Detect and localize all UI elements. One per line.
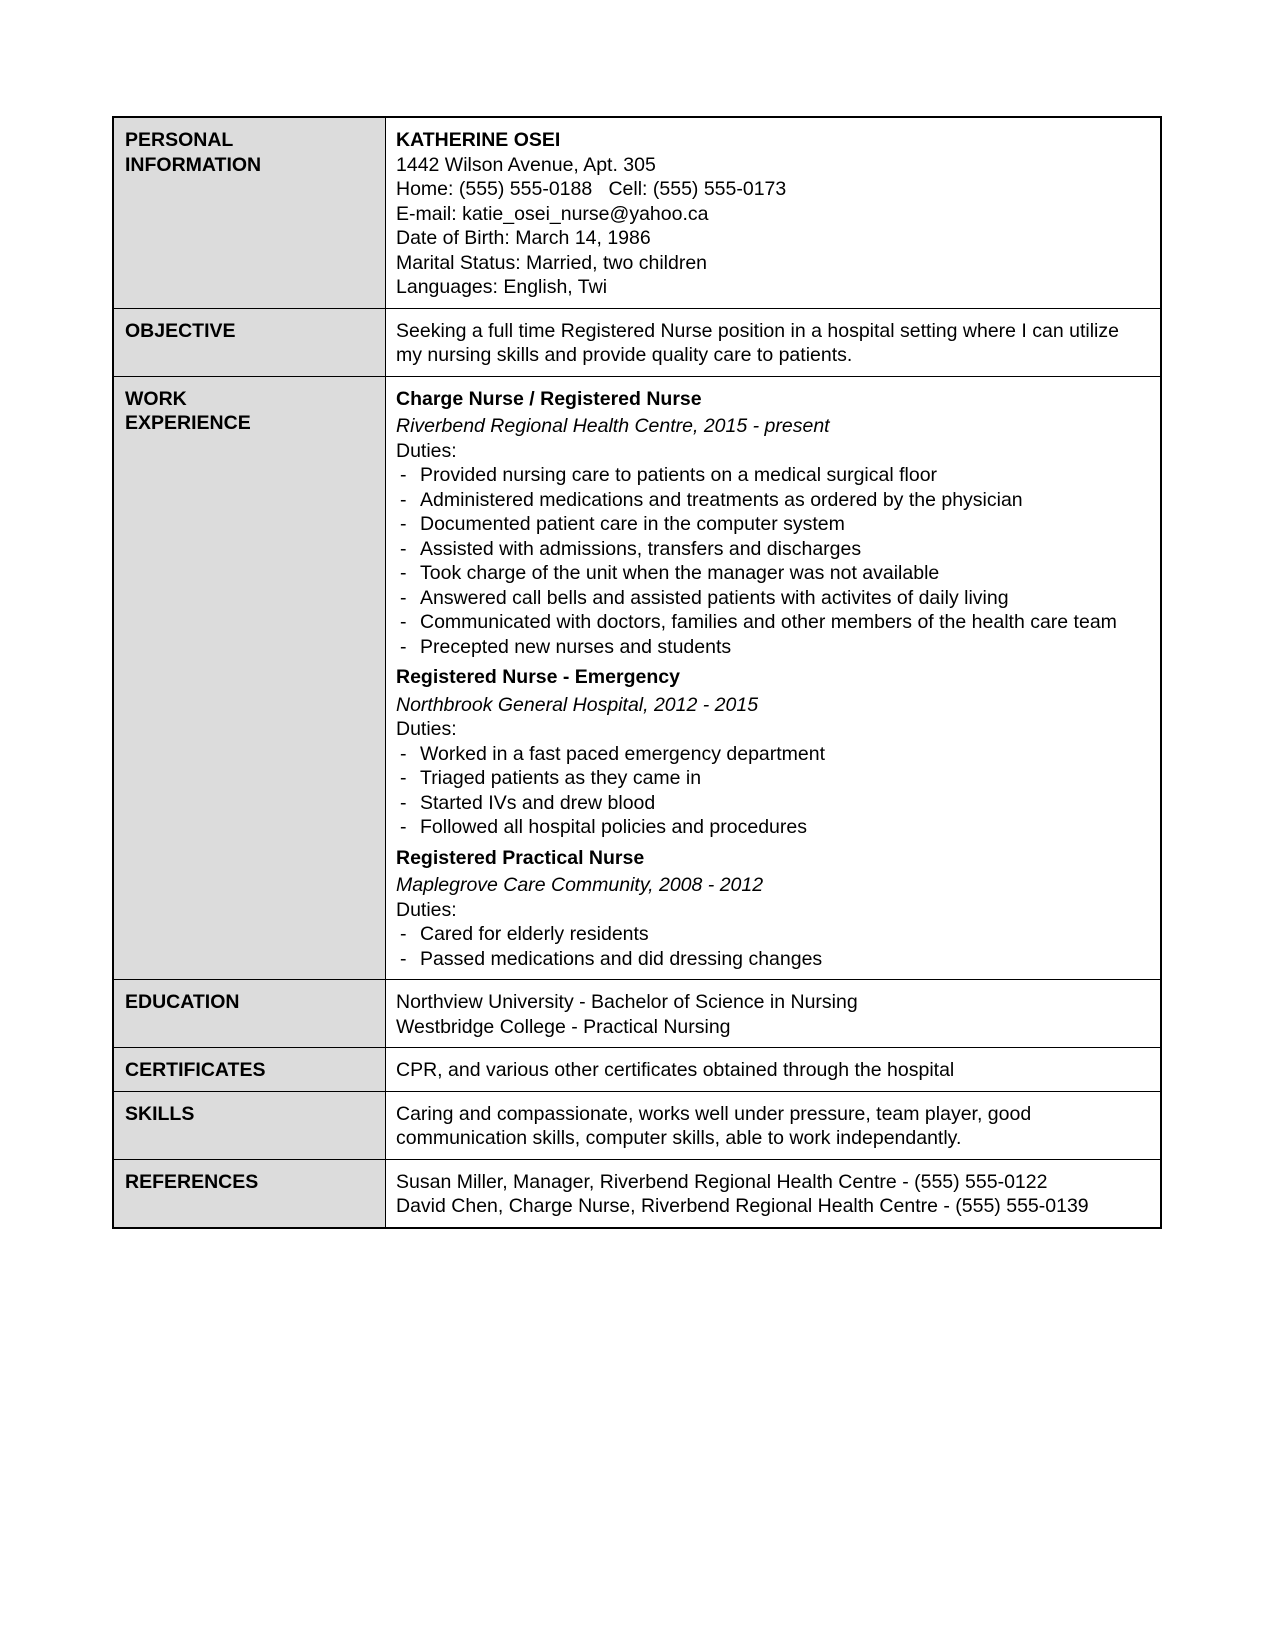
duty-text: Followed all hospital policies and procedures bbox=[420, 816, 807, 838]
duty-item bbox=[396, 488, 1148, 513]
duty-item bbox=[396, 791, 1148, 816]
duty-item bbox=[396, 742, 1148, 767]
duty-item bbox=[396, 815, 1148, 840]
bullet-dash: - bbox=[400, 513, 407, 535]
duty-item bbox=[396, 463, 1148, 488]
objective-row bbox=[113, 308, 1161, 376]
duties-label: Duties: bbox=[396, 898, 457, 921]
duties-label: Duties: bbox=[396, 718, 457, 740]
job-employer: Northbrook General Hospital, 2012 - 2015 bbox=[396, 693, 759, 716]
duty-text: Cared for elderly residents bbox=[420, 923, 649, 945]
duty-text: Documented patient care in the computer system bbox=[420, 513, 845, 535]
education-item: Northview University - Bachelor of Science in Nursing bbox=[396, 991, 858, 1013]
reference-item: David Chen, Charge Nurse, Riverbend Regional Health Centre - (555) 555-0139 bbox=[396, 1195, 1089, 1217]
marital-status-line: Marital Status: Married, two children bbox=[396, 251, 708, 274]
address-line: 1442 Wilson Avenue, Apt. 305 bbox=[396, 153, 656, 176]
duties-list bbox=[396, 742, 1148, 840]
objective-text: Seeking a full time Registered Nurse position in a hospital setting where I can utilize my nursing skills and provide quality care to patients. bbox=[386, 308, 1162, 376]
bullet-dash: - bbox=[400, 635, 407, 658]
duty-text: Precepted new nurses and students bbox=[420, 635, 732, 658]
education-row bbox=[113, 980, 1161, 1048]
duty-item bbox=[396, 922, 1148, 947]
duty-item bbox=[396, 766, 1148, 791]
objective-label: OBJECTIVE bbox=[113, 308, 386, 376]
duty-item bbox=[396, 610, 1148, 635]
certificates-row bbox=[113, 1048, 1161, 1092]
birth-date-line: Date of Birth: March 14, 1986 bbox=[396, 227, 651, 249]
bullet-dash: - bbox=[400, 742, 407, 765]
job-entry bbox=[396, 665, 1148, 840]
bullet-dash: - bbox=[400, 816, 407, 838]
work-experience-content bbox=[386, 376, 1162, 980]
duties-list bbox=[396, 463, 1148, 659]
duty-text: Provided nursing care to patients on a medical surgical floor bbox=[420, 464, 938, 486]
skills-text: Caring and compassionate, works well under pressure, team player, good communication skills, computer skills, able to work independantly. bbox=[386, 1091, 1162, 1159]
duty-item bbox=[396, 947, 1148, 972]
duty-text: Worked in a fast paced emergency department bbox=[420, 742, 826, 765]
personal-information-row bbox=[113, 117, 1161, 308]
education-content bbox=[386, 980, 1162, 1048]
job-title: Registered Practical Nurse bbox=[396, 846, 645, 869]
duty-text: Passed medications and did dressing changes bbox=[420, 947, 823, 970]
duties-list bbox=[396, 922, 1148, 971]
bullet-dash: - bbox=[400, 488, 407, 511]
references-label: REFERENCES bbox=[113, 1159, 386, 1228]
duty-text: Started IVs and drew blood bbox=[420, 791, 656, 814]
duty-item bbox=[396, 537, 1148, 562]
job-employer: Maplegrove Care Community, 2008 - 2012 bbox=[396, 874, 764, 896]
duty-text: Communicated with doctors, families and other members of the health care team bbox=[420, 611, 1117, 633]
phone-line: Home: (555) 555-0188 Cell: (555) 555-0173 bbox=[396, 178, 787, 200]
bullet-dash: - bbox=[400, 464, 407, 486]
job-title: Registered Nurse - Emergency bbox=[396, 666, 680, 688]
personal-information-content bbox=[386, 117, 1162, 308]
work-experience-row bbox=[113, 376, 1161, 980]
education-item: Westbridge College - Practical Nursing bbox=[396, 1015, 731, 1038]
duty-item bbox=[396, 512, 1148, 537]
duties-label: Duties: bbox=[396, 439, 457, 462]
job-employer: Riverbend Regional Health Centre, 2015 - present bbox=[396, 415, 830, 437]
bullet-dash: - bbox=[400, 791, 407, 814]
duty-text: Triaged patients as they came in bbox=[420, 767, 702, 789]
personal-information-label: PERSONAL INFORMATION bbox=[113, 117, 386, 308]
reference-item: Susan Miller, Manager, Riverbend Regional Health Centre - (555) 555-0122 bbox=[396, 1170, 1048, 1193]
bullet-dash: - bbox=[400, 586, 407, 609]
duty-text: Took charge of the unit when the manager was not available bbox=[420, 562, 940, 584]
duty-text: Answered call bells and assisted patients with activites of daily living bbox=[420, 586, 1009, 609]
bullet-dash: - bbox=[400, 767, 407, 789]
references-content bbox=[386, 1159, 1162, 1228]
skills-label: SKILLS bbox=[113, 1091, 386, 1159]
bullet-dash: - bbox=[400, 537, 407, 560]
job-entry bbox=[396, 846, 1148, 972]
bullet-dash: - bbox=[400, 611, 407, 633]
work-experience-label: WORK EXPERIENCE bbox=[113, 376, 386, 980]
certificates-label: CERTIFICATES bbox=[113, 1048, 386, 1092]
skills-row bbox=[113, 1091, 1161, 1159]
bullet-dash: - bbox=[400, 923, 407, 945]
education-label: EDUCATION bbox=[113, 980, 386, 1048]
duty-item bbox=[396, 561, 1148, 586]
languages-line: Languages: English, Twi bbox=[396, 276, 608, 298]
bullet-dash: - bbox=[400, 947, 407, 970]
duty-item bbox=[396, 635, 1148, 660]
resume-table bbox=[112, 116, 1162, 1229]
job-entry bbox=[396, 387, 1148, 660]
duty-text: Assisted with admissions, transfers and discharges bbox=[420, 537, 862, 560]
duty-text: Administered medications and treatments as ordered by the physician bbox=[420, 488, 1023, 511]
references-row bbox=[113, 1159, 1161, 1228]
applicant-name: KATHERINE OSEI bbox=[396, 129, 561, 151]
job-title: Charge Nurse / Registered Nurse bbox=[396, 387, 702, 410]
duty-item bbox=[396, 586, 1148, 611]
email-line: E-mail: katie_osei_nurse@yahoo.ca bbox=[396, 202, 709, 225]
certificates-text: CPR, and various other certificates obtained through the hospital bbox=[386, 1048, 1162, 1092]
bullet-dash: - bbox=[400, 562, 407, 584]
